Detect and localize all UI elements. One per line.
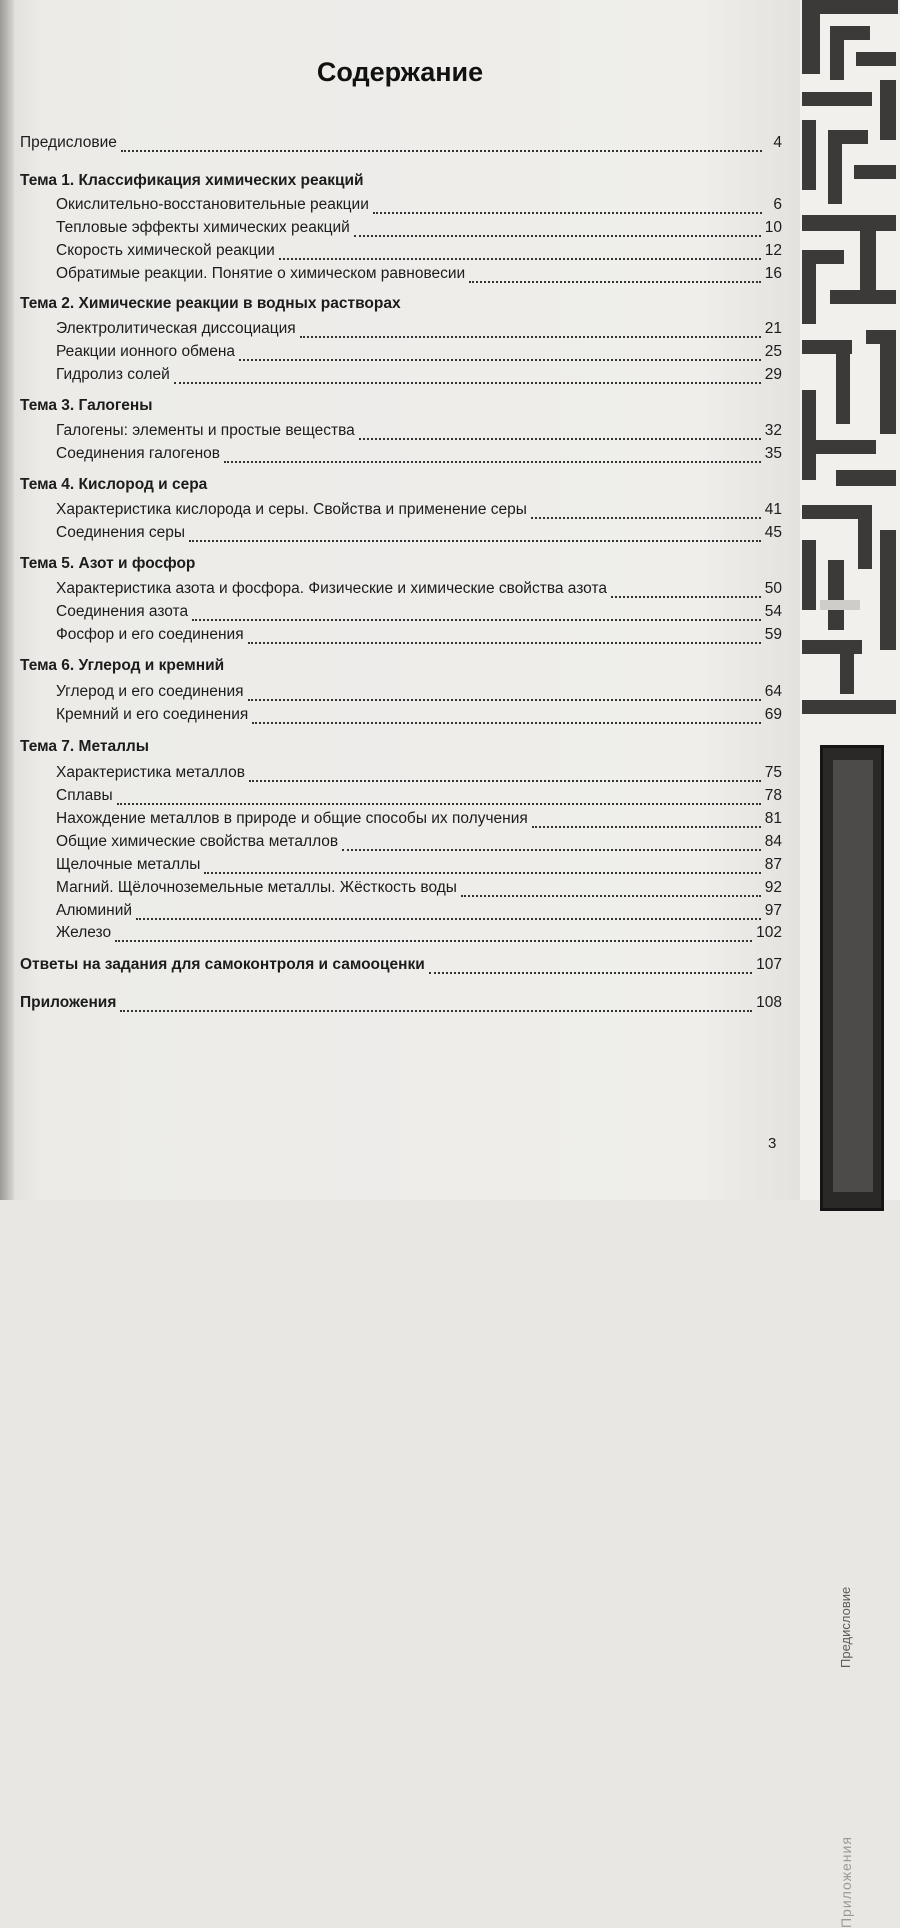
page-title: Содержание bbox=[316, 57, 484, 87]
toc-entry-page: 102 bbox=[756, 924, 782, 941]
topic-heading[interactable]: Тема 3. Галогены bbox=[20, 397, 153, 414]
dot-leader bbox=[300, 323, 761, 338]
toc-entry[interactable] bbox=[56, 681, 782, 701]
topic-heading[interactable]: Тема 5. Азот и фосфор bbox=[20, 555, 196, 572]
toc-entry-page: 25 bbox=[764, 343, 782, 360]
toc-entry[interactable] bbox=[56, 785, 782, 805]
toc-entry[interactable] bbox=[56, 808, 782, 828]
toc-entry[interactable] bbox=[56, 854, 782, 874]
toc-entry-title: Щелочные металлы bbox=[56, 856, 201, 873]
topic-heading[interactable]: Тема 7. Металлы bbox=[20, 738, 150, 755]
dot-leader bbox=[248, 686, 761, 701]
page-gutter bbox=[0, 0, 14, 1200]
toc-entry-title: Магний. Щёлочноземельные металлы. Жёсткость воды bbox=[56, 879, 457, 896]
toc-entry-page: 87 bbox=[764, 856, 782, 873]
decorative-side-band bbox=[800, 0, 900, 1928]
toc-entry-page: 4 bbox=[773, 134, 782, 151]
dot-leader bbox=[189, 527, 761, 542]
toc-entry-title: Характеристика азота и фосфора. Физические и химические свойства азота bbox=[56, 580, 608, 597]
dot-leader bbox=[239, 346, 761, 361]
toc-entry[interactable] bbox=[56, 762, 782, 782]
dot-leader bbox=[373, 199, 762, 214]
toc-entry-page: 84 bbox=[764, 833, 782, 850]
topic-heading[interactable]: Тема 6. Углерод и кремний bbox=[20, 657, 225, 674]
toc-entry-title: Нахождение металлов в природе и общие способы их получения bbox=[56, 810, 528, 827]
toc-entry-title: Железо bbox=[56, 924, 112, 941]
toc-entry-page: 107 bbox=[756, 956, 782, 973]
toc-entry[interactable] bbox=[56, 900, 782, 920]
toc-entry[interactable] bbox=[56, 217, 782, 237]
toc-entry-page: 81 bbox=[764, 810, 782, 827]
toc-entry[interactable] bbox=[56, 499, 782, 519]
toc-entry[interactable] bbox=[56, 443, 782, 463]
dot-leader bbox=[611, 583, 761, 598]
toc-entry-title: Соединения галогенов bbox=[56, 445, 221, 462]
toc-entry-title: Сплавы bbox=[56, 787, 113, 804]
toc-entry-title: Кремний и его соединения bbox=[56, 706, 249, 723]
dot-leader bbox=[461, 882, 761, 897]
toc-entry-page: 92 bbox=[764, 879, 782, 896]
toc-entry-page: 16 bbox=[764, 265, 782, 282]
tab-label-appendix: Приложения bbox=[838, 1836, 854, 1928]
toc-entry-appendix[interactable] bbox=[20, 992, 782, 1012]
toc-entry[interactable] bbox=[56, 624, 782, 644]
toc-entry-title: Окислительно-восстановительные реакции bbox=[56, 196, 369, 213]
toc-entry-preface[interactable] bbox=[20, 132, 782, 152]
toc-entry[interactable] bbox=[56, 831, 782, 851]
toc-entry[interactable] bbox=[56, 420, 782, 440]
toc-entry[interactable] bbox=[56, 704, 782, 724]
toc-entry[interactable] bbox=[56, 522, 782, 542]
toc-entry-title: Общие химические свойства металлов bbox=[56, 833, 339, 850]
dot-leader bbox=[532, 813, 761, 828]
toc-entry[interactable] bbox=[56, 194, 782, 214]
dot-leader bbox=[359, 425, 761, 440]
toc-entry-title: Тепловые эффекты химических реакций bbox=[56, 219, 350, 236]
toc-entry-page: 10 bbox=[764, 219, 782, 236]
toc-entry-title: Галогены: элементы и простые вещества bbox=[56, 422, 355, 439]
page-number: 3 bbox=[768, 1135, 777, 1152]
toc-entry-title: Соединения азота bbox=[56, 603, 189, 620]
toc-entry[interactable] bbox=[56, 341, 782, 361]
toc-entry-title: Обратимые реакции. Понятие о химическом равновесии bbox=[56, 265, 466, 282]
toc-entry[interactable] bbox=[56, 601, 782, 621]
toc-entry[interactable] bbox=[56, 364, 782, 384]
dot-leader bbox=[117, 790, 761, 805]
toc-entry-page: 35 bbox=[764, 445, 782, 462]
toc-entry-page: 50 bbox=[764, 580, 782, 597]
toc-entry-page: 54 bbox=[764, 603, 782, 620]
toc-entry-title: Соединения серы bbox=[56, 524, 186, 541]
toc-entry[interactable] bbox=[56, 240, 782, 260]
toc-entry-page: 78 bbox=[764, 787, 782, 804]
toc-entry-page: 41 bbox=[764, 501, 782, 518]
toc-entry-title: Алюминий bbox=[56, 902, 133, 919]
dot-leader bbox=[120, 997, 752, 1012]
toc-entry-title: Скорость химической реакции bbox=[56, 242, 275, 259]
dot-leader bbox=[192, 606, 761, 621]
toc-entry[interactable] bbox=[56, 318, 782, 338]
dot-leader bbox=[469, 268, 761, 283]
section-tab bbox=[820, 745, 884, 1928]
dot-leader bbox=[354, 222, 761, 237]
toc-entry-page: 21 bbox=[764, 320, 782, 337]
toc-entry-title: Электролитическая диссоциация bbox=[56, 320, 296, 337]
dot-leader bbox=[249, 767, 761, 782]
toc-entry-answers[interactable] bbox=[20, 954, 782, 974]
dot-leader bbox=[248, 629, 761, 644]
toc-entry[interactable] bbox=[56, 263, 782, 283]
tab-label-preface: Предисловие bbox=[838, 1586, 853, 1668]
toc-entry-title: Приложения bbox=[20, 994, 117, 1011]
toc-entry-title: Характеристика металлов bbox=[56, 764, 245, 781]
toc-entry-page: 45 bbox=[764, 524, 782, 541]
dot-leader bbox=[136, 905, 761, 920]
toc-entry-page: 6 bbox=[773, 196, 782, 213]
toc-entry-title: Фосфор и его соединения bbox=[56, 626, 244, 643]
toc-entry-title: Характеристика кислорода и серы. Свойства и применение серы bbox=[56, 501, 527, 518]
toc-entry[interactable] bbox=[56, 578, 782, 598]
topic-heading[interactable]: Тема 1. Классификация химических реакций bbox=[20, 172, 364, 189]
toc-entry-page: 12 bbox=[764, 242, 782, 259]
dot-leader bbox=[342, 836, 761, 851]
toc-entry-page: 69 bbox=[764, 706, 782, 723]
dot-leader bbox=[174, 369, 761, 384]
toc-entry-page: 75 bbox=[764, 764, 782, 781]
toc-entry-page: 59 bbox=[764, 626, 782, 643]
dot-leader bbox=[224, 448, 761, 463]
toc-entry-title: Реакции ионного обмена bbox=[56, 343, 236, 360]
toc-entry-page: 29 bbox=[764, 366, 782, 383]
dot-leader bbox=[115, 927, 752, 942]
dot-leader bbox=[121, 137, 762, 152]
dot-leader bbox=[279, 245, 761, 260]
toc-entry[interactable] bbox=[56, 877, 782, 897]
topic-heading[interactable]: Тема 2. Химические реакции в водных растворах bbox=[20, 295, 401, 312]
topic-heading[interactable]: Тема 4. Кислород и сера bbox=[20, 476, 208, 493]
toc-entry-page: 97 bbox=[764, 902, 782, 919]
toc-entry-title: Предисловие bbox=[20, 134, 117, 151]
dot-leader bbox=[429, 959, 752, 974]
dot-leader bbox=[252, 709, 760, 724]
toc-entry-title: Гидролиз солей bbox=[56, 366, 170, 383]
toc-entry-page: 108 bbox=[756, 994, 782, 1011]
toc-entry-title: Ответы на задания для самоконтроля и самооценки bbox=[20, 956, 425, 973]
toc-entry[interactable] bbox=[56, 922, 782, 942]
toc-entry-page: 32 bbox=[764, 422, 782, 439]
dot-leader bbox=[204, 859, 760, 874]
toc-entry-page: 64 bbox=[764, 683, 782, 700]
dot-leader bbox=[531, 504, 761, 519]
toc-entry-title: Углерод и его соединения bbox=[56, 683, 244, 700]
